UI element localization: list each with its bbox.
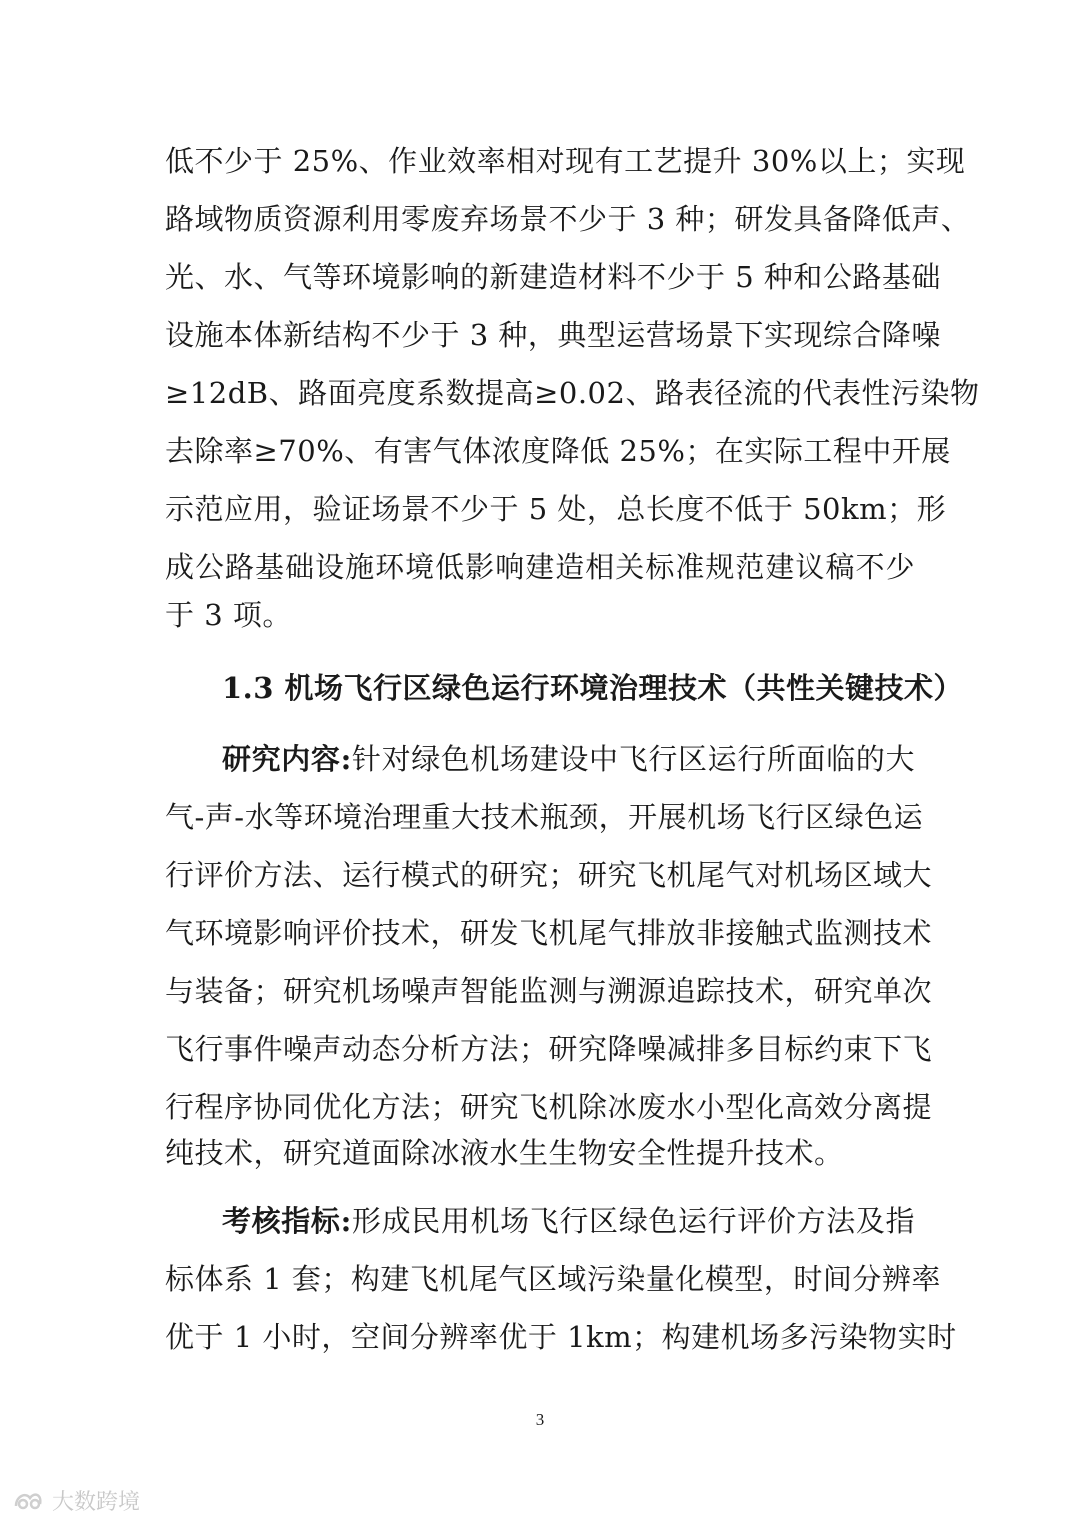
paragraph-line: 设施本体新结构不少于 3 种，典型运营场景下实现综合降噪 [165,318,941,352]
section-heading: 1.3 机场飞行区绿色运行环境治理技术（共性关键技术） [222,671,964,705]
paragraph-line: ≥12dB、路面亮度系数提高≥0.02、路表径流的代表性污染物 [165,376,980,410]
assessment-label: 考核指标: [222,1204,352,1238]
paragraph-line: 路域物质资源利用零废弃场景不少于 3 种；研发具备降低声、 [165,202,971,236]
paragraph-line: 低不少于 25%、作业效率相对现有工艺提升 30%以上；实现 [165,144,966,178]
paragraph-line: 气-声-水等环境治理重大技术瓶颈，开展机场飞行区绿色运 [165,800,924,834]
paragraph-line: 纯技术，研究道面除冰液水生生物安全性提升技术。 [165,1136,844,1170]
page-number: 3 [535,1410,545,1429]
research-label: 研究内容: [222,742,352,776]
watermark [12,1482,140,1518]
assessment-first-line-text: 形成民用机场飞行区绿色运行评价方法及指 [351,1204,915,1238]
paragraph-line: 与装备；研究机场噪声智能监测与溯源追踪技术，研究单次 [165,974,933,1008]
paragraph-line: 标体系 1 套；构建飞机尾气区域污染量化模型，时间分辨率 [165,1262,941,1296]
paragraph-line: 行程序协同优化方法；研究飞机除冰废水小型化高效分离提 [165,1090,933,1124]
paragraph-line: 飞行事件噪声动态分析方法；研究降噪减排多目标约束下飞 [165,1032,933,1066]
paragraph-line: 于 3 项。 [165,598,292,632]
paragraph-line: 气环境影响评价技术，研发飞机尾气排放非接触式监测技术 [165,916,933,950]
watermark-text: 大数跨境 [52,1489,141,1515]
research-first-line [222,730,915,788]
paragraph-line: 光、水、气等环境影响的新建造材料不少于 5 种和公路基础 [165,260,941,294]
watermark-logo-icon [12,1486,46,1514]
paragraph-line: 示范应用，验证场景不少于 5 处，总长度不低于 50km；形 [165,492,947,526]
assessment-first-line [222,1192,915,1250]
paragraph-line: 去除率≥70%、有害气体浓度降低 25%；在实际工程中开展 [165,434,951,468]
paragraph-line: 成公路基础设施环境低影响建造相关标准规范建议稿不少 [165,550,915,584]
paragraph-line: 行评价方法、运行模式的研究；研究飞机尾气对机场区域大 [165,858,933,892]
paragraph-line: 优于 1 小时，空间分辨率优于 1km；构建机场多污染物实时 [165,1320,957,1354]
research-first-line-text: 针对绿色机场建设中飞行区运行所面临的大 [351,742,915,776]
